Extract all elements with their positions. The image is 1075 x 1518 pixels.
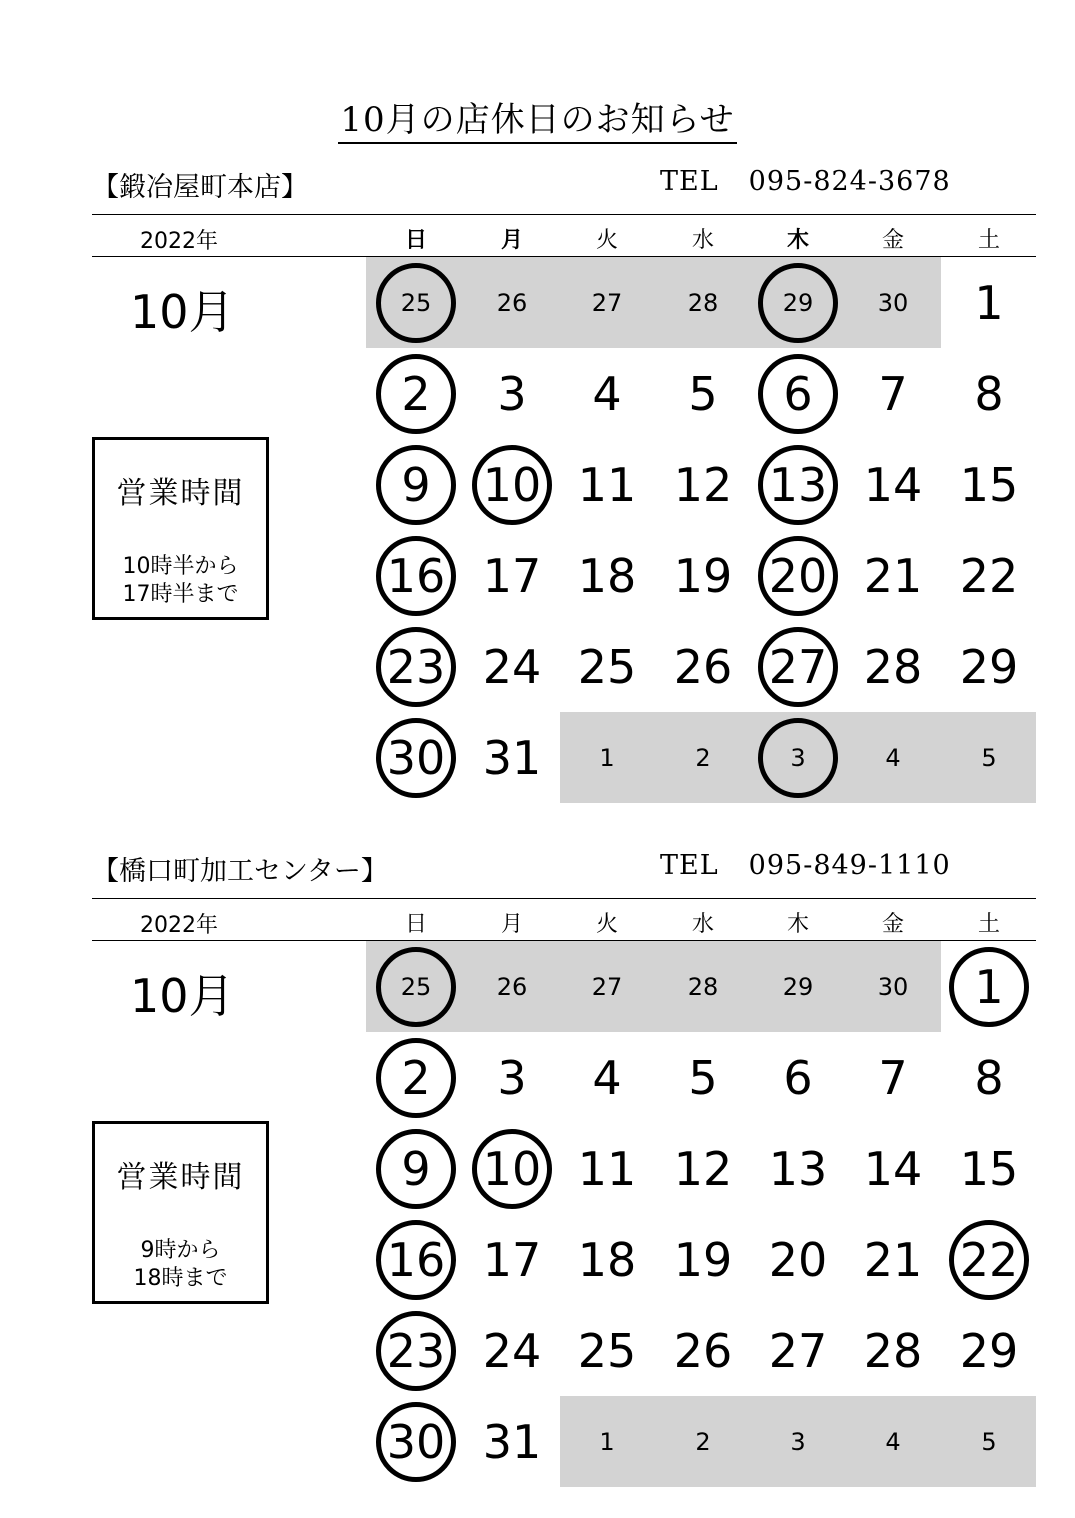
store-tel (660, 850, 951, 881)
calendar-day: 8 (974, 1051, 1004, 1105)
tel-label: TEL (660, 850, 719, 881)
calendar-day: 11 (577, 458, 637, 512)
calendar-day: 1 (599, 744, 615, 772)
calendar-day: 26 (496, 289, 528, 317)
calendar-day: 29 (959, 640, 1019, 694)
business-hours-line: 18時まで (133, 1266, 228, 1291)
calendar-day: 7 (878, 367, 908, 421)
calendar-day: 28 (687, 289, 719, 317)
calendar-day: 21 (863, 1233, 923, 1287)
calendar-day: 28 (863, 640, 923, 694)
business-hours-line: 17時半まで (122, 582, 239, 607)
closed-day: 13 (758, 445, 838, 525)
weekday-header: 火 (595, 912, 618, 937)
tel-number: 095-824-3678 (748, 166, 951, 197)
calendar-day: 27 (591, 973, 623, 1001)
calendar-day: 12 (673, 458, 733, 512)
calendar-day: 15 (959, 1142, 1019, 1196)
closed-day: 25 (376, 947, 456, 1027)
business-hours-line: 9時から (140, 1238, 221, 1263)
closed-day: 1 (949, 947, 1029, 1027)
closed-day: 3 (758, 718, 838, 798)
store-name: 【鍛冶屋町本店】 (92, 172, 308, 203)
calendar-day: 30 (877, 973, 909, 1001)
calendar-day: 5 (688, 1051, 718, 1105)
calendar-day: 4 (885, 1428, 901, 1456)
weekday-header: 水 (691, 912, 714, 937)
business-hours-title: 営業時間 (116, 1160, 245, 1195)
business-hours-title: 営業時間 (116, 476, 245, 511)
calendar-day: 2 (695, 1428, 711, 1456)
weekday-header: 月 (500, 912, 523, 937)
calendar-day: 31 (482, 1415, 542, 1469)
calendar-day: 31 (482, 731, 542, 785)
calendar-day: 29 (782, 973, 814, 1001)
calendar-day: 3 (497, 1051, 527, 1105)
closed-day: 16 (376, 1220, 456, 1300)
calendar-day: 17 (482, 549, 542, 603)
closed-day: 22 (949, 1220, 1029, 1300)
weekday-header: 金 (881, 912, 904, 937)
calendar-day: 4 (592, 367, 622, 421)
store-section (0, 684, 1075, 1469)
closed-day: 2 (376, 354, 456, 434)
notice-title-text: 10月の店休日のお知らせ (338, 100, 736, 144)
calendar-day: 18 (577, 1233, 637, 1287)
business-hours-box (92, 1121, 269, 1304)
calendar-day: 22 (959, 549, 1019, 603)
calendar-day: 25 (577, 1324, 637, 1378)
calendar-day: 19 (673, 549, 733, 603)
calendar-month: 10月 (130, 969, 235, 1023)
calendar-day: 21 (863, 549, 923, 603)
weekday-header: 木 (786, 912, 809, 937)
calendar-day: 15 (959, 458, 1019, 512)
weekday-header: 木 (786, 228, 809, 253)
store-name: 【橋口町加工センター】 (92, 856, 388, 887)
calendar-day: 5 (981, 744, 997, 772)
calendar-day: 7 (878, 1051, 908, 1105)
tel-number: 095-849-1110 (748, 850, 951, 881)
header-top-rule (92, 898, 1036, 899)
calendar-day: 20 (768, 1233, 828, 1287)
calendar-day: 28 (863, 1324, 923, 1378)
calendar-day: 25 (577, 640, 637, 694)
weekday-header: 土 (977, 912, 1000, 937)
closed-day: 23 (376, 627, 456, 707)
closed-day: 9 (376, 445, 456, 525)
calendar-day: 26 (496, 973, 528, 1001)
closed-day: 20 (758, 536, 838, 616)
closed-day: 25 (376, 263, 456, 343)
weekday-header: 水 (691, 228, 714, 253)
weekday-header: 月 (500, 228, 523, 253)
calendar-day: 3 (497, 367, 527, 421)
closed-day: 6 (758, 354, 838, 434)
calendar-day: 17 (482, 1233, 542, 1287)
calendar-day: 6 (783, 1051, 813, 1105)
calendar-day: 8 (974, 367, 1004, 421)
store-tel (660, 166, 951, 197)
calendar-day: 26 (673, 1324, 733, 1378)
closed-day: 2 (376, 1038, 456, 1118)
calendar-day: 27 (768, 1324, 828, 1378)
closed-day: 10 (472, 1129, 552, 1209)
closed-day: 10 (472, 445, 552, 525)
weekday-header: 火 (595, 228, 618, 253)
calendar-day: 1 (974, 276, 1004, 330)
business-hours-box (92, 437, 269, 620)
closed-day: 23 (376, 1311, 456, 1391)
closed-day: 16 (376, 536, 456, 616)
weekday-header: 金 (881, 228, 904, 253)
weekday-header: 土 (977, 228, 1000, 253)
calendar-day: 30 (877, 289, 909, 317)
closed-day: 9 (376, 1129, 456, 1209)
calendar-day: 24 (482, 1324, 542, 1378)
weekday-header: 日 (404, 912, 427, 937)
calendar-day: 24 (482, 640, 542, 694)
calendar-day: 26 (673, 640, 733, 694)
closed-day: 30 (376, 1402, 456, 1482)
calendar-year: 2022年 (140, 913, 218, 938)
calendar-day: 12 (673, 1142, 733, 1196)
calendar-day: 14 (863, 458, 923, 512)
calendar-day: 2 (695, 744, 711, 772)
calendar-day: 27 (591, 289, 623, 317)
calendar-day: 28 (687, 973, 719, 1001)
calendar-day: 18 (577, 549, 637, 603)
calendar-day: 14 (863, 1142, 923, 1196)
calendar-day: 3 (790, 1428, 806, 1456)
calendar-day: 29 (959, 1324, 1019, 1378)
calendar-day: 4 (885, 744, 901, 772)
closed-day: 30 (376, 718, 456, 798)
weekday-header: 日 (404, 228, 427, 253)
header-top-rule (92, 214, 1036, 215)
closed-day: 27 (758, 627, 838, 707)
calendar-day: 4 (592, 1051, 622, 1105)
calendar-day: 19 (673, 1233, 733, 1287)
calendar-day: 11 (577, 1142, 637, 1196)
calendar-month: 10月 (130, 285, 235, 339)
calendar-day: 5 (688, 367, 718, 421)
business-hours-line: 10時半から (122, 554, 239, 579)
closed-day: 29 (758, 263, 838, 343)
calendar-day: 13 (768, 1142, 828, 1196)
calendar-day: 5 (981, 1428, 997, 1456)
tel-label: TEL (660, 166, 719, 197)
calendar-day: 1 (599, 1428, 615, 1456)
calendar-year: 2022年 (140, 229, 218, 254)
